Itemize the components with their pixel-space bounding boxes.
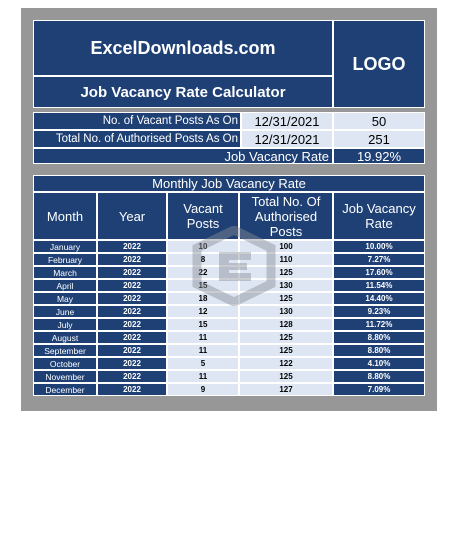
page-title: Job Vacancy Rate Calculator <box>33 76 333 108</box>
year-cell: 2022 <box>97 344 167 357</box>
vacant-posts-label: No. of Vacant Posts As On <box>33 112 241 130</box>
vacant-posts-cell[interactable]: 10 <box>167 240 239 253</box>
vacancy-rate-cell: 17.60% <box>333 266 425 279</box>
authorised-posts-cell[interactable]: 125 <box>239 266 333 279</box>
year-cell: 2022 <box>97 279 167 292</box>
authorised-posts-value: 251 <box>333 130 425 148</box>
vacant-posts-cell[interactable]: 15 <box>167 318 239 331</box>
year-cell: 2022 <box>97 305 167 318</box>
year-cell: 2022 <box>97 318 167 331</box>
authorised-posts-label: Total No. of Authorised Posts As On <box>33 130 241 148</box>
month-cell: January <box>33 240 97 253</box>
authorised-posts-cell[interactable]: 122 <box>239 357 333 370</box>
year-cell: 2022 <box>97 370 167 383</box>
authorised-posts-cell[interactable]: 127 <box>239 383 333 396</box>
month-cell: July <box>33 318 97 331</box>
vacancy-rate-cell: 8.80% <box>333 344 425 357</box>
year-cell: 2022 <box>97 331 167 344</box>
month-cell: December <box>33 383 97 396</box>
logo-placeholder: LOGO <box>333 20 425 108</box>
year-cell: 2022 <box>97 266 167 279</box>
vacancy-rate-cell: 9.23% <box>333 305 425 318</box>
month-cell: September <box>33 344 97 357</box>
month-cell: May <box>33 292 97 305</box>
vacancy-rate-cell: 14.40% <box>333 292 425 305</box>
year-cell: 2022 <box>97 383 167 396</box>
table-row <box>33 370 425 383</box>
month-cell: June <box>33 305 97 318</box>
authorised-posts-cell[interactable]: 110 <box>239 253 333 266</box>
authorised-posts-cell[interactable]: 128 <box>239 318 333 331</box>
month-cell: February <box>33 253 97 266</box>
authorised-posts-cell[interactable]: 130 <box>239 279 333 292</box>
authorised-posts-date[interactable]: 12/31/2021 <box>241 130 333 148</box>
vacancy-rate-cell: 7.09% <box>333 383 425 396</box>
year-cell: 2022 <box>97 292 167 305</box>
month-cell: August <box>33 331 97 344</box>
year-cell: 2022 <box>97 240 167 253</box>
vacant-posts-cell[interactable]: 18 <box>167 292 239 305</box>
vacant-posts-cell[interactable]: 22 <box>167 266 239 279</box>
vacant-posts-cell[interactable]: 9 <box>167 383 239 396</box>
calculator-sheet <box>21 8 437 411</box>
vacancy-rate-label: Job Vacancy Rate <box>33 148 333 164</box>
vacant-posts-cell[interactable]: 11 <box>167 331 239 344</box>
table-row <box>33 344 425 357</box>
month-cell: October <box>33 357 97 370</box>
table-row <box>33 331 425 344</box>
vacancy-rate-value: 19.92% <box>333 148 425 164</box>
vacancy-rate-cell: 8.80% <box>333 331 425 344</box>
authorised-posts-cell[interactable]: 130 <box>239 305 333 318</box>
authorised-posts-cell[interactable]: 125 <box>239 344 333 357</box>
table-row <box>33 383 425 396</box>
table-row <box>33 318 425 331</box>
vacancy-rate-cell: 11.72% <box>333 318 425 331</box>
header-month: Month <box>33 192 97 240</box>
year-cell: 2022 <box>97 357 167 370</box>
header-vacant-posts: Vacant Posts <box>167 192 239 240</box>
month-cell: November <box>33 370 97 383</box>
vacancy-rate-cell: 7.27% <box>333 253 425 266</box>
vacant-posts-cell[interactable]: 11 <box>167 344 239 357</box>
header-job-vacancy-rate: Job Vacancy Rate <box>333 192 425 240</box>
vacant-posts-cell[interactable]: 12 <box>167 305 239 318</box>
authorised-posts-cell[interactable]: 125 <box>239 331 333 344</box>
monthly-table-title: Monthly Job Vacancy Rate <box>33 175 425 192</box>
vacant-posts-cell[interactable]: 8 <box>167 253 239 266</box>
vacant-posts-date[interactable]: 12/31/2021 <box>241 112 333 130</box>
excel-logo-watermark-icon <box>189 226 279 306</box>
month-cell: March <box>33 266 97 279</box>
vacant-posts-cell[interactable]: 15 <box>167 279 239 292</box>
month-cell: April <box>33 279 97 292</box>
vacant-posts-cell[interactable]: 5 <box>167 357 239 370</box>
vacant-posts-value: 50 <box>333 112 425 130</box>
vacancy-rate-cell: 4.10% <box>333 357 425 370</box>
table-row <box>33 357 425 370</box>
vacant-posts-cell[interactable]: 11 <box>167 370 239 383</box>
vacancy-rate-cell: 10.00% <box>333 240 425 253</box>
header-total-authorised-posts: Total No. Of Authorised Posts <box>239 192 333 240</box>
vacancy-rate-cell: 11.54% <box>333 279 425 292</box>
header-year: Year <box>97 192 167 240</box>
vacancy-rate-cell: 8.80% <box>333 370 425 383</box>
authorised-posts-cell[interactable]: 125 <box>239 292 333 305</box>
authorised-posts-cell[interactable]: 100 <box>239 240 333 253</box>
table-row <box>33 305 425 318</box>
authorised-posts-cell[interactable]: 125 <box>239 370 333 383</box>
year-cell: 2022 <box>97 253 167 266</box>
brand-title: ExcelDownloads.com <box>33 20 333 76</box>
